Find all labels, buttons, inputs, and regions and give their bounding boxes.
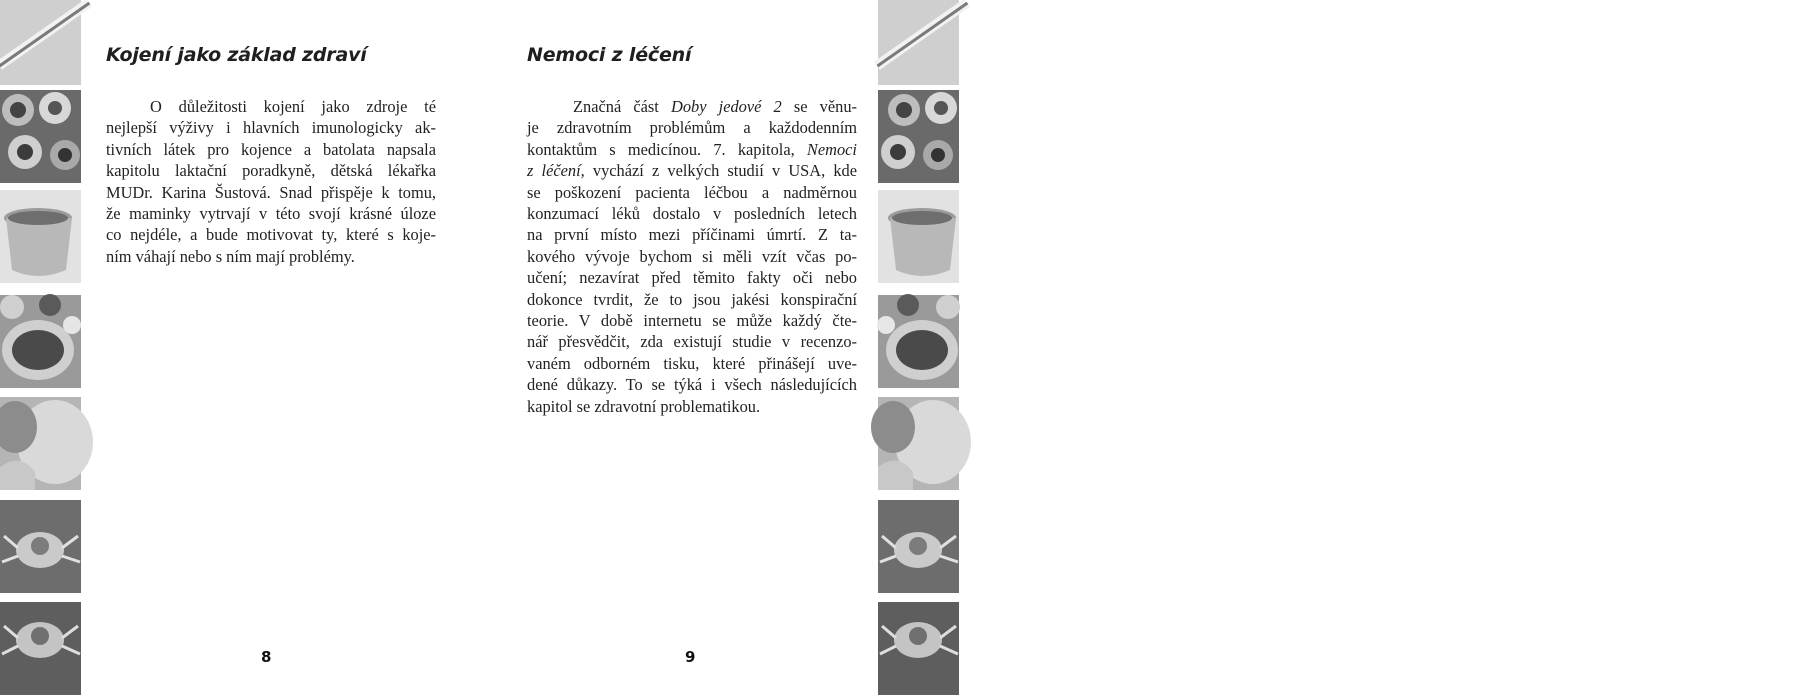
- left-page-heading: Kojení jako základ zdraví: [106, 44, 367, 66]
- text-line: [527, 139, 857, 160]
- text-line: že maminky vytrvají v této svojí krásné úloze: [106, 204, 436, 224]
- text-run: se věnu-: [781, 97, 858, 116]
- chapter-title: z léčení: [527, 161, 581, 181]
- text-line: tivních látek pro kojence a batolata napsala: [106, 139, 436, 159]
- mite-image: [878, 500, 959, 593]
- corner-page-number: 9: [1802, 657, 1811, 676]
- book-title: Doby jedové 2: [671, 97, 782, 116]
- left-image-strip: [0, 0, 81, 684]
- text-line: učení; nezavírat před těmito fakty oči nebo: [527, 268, 857, 288]
- chapter-title: Nemoci: [806, 139, 857, 159]
- text-line: nář přesvědčit, zda existují studie v recenzo-: [527, 332, 857, 352]
- text-line: teorie. V době internetu se může každý čte-: [527, 311, 857, 331]
- text-line: O důležitosti kojení jako zdroje té: [150, 97, 436, 116]
- syringe-image: [0, 0, 81, 85]
- left-page-paragraph: [106, 96, 436, 267]
- text-line: konzumací léků dostalo v posledních letech: [527, 204, 857, 224]
- text-line: MUDr. Karina Šustová. Snad přispěje k tomu,: [106, 182, 436, 202]
- text-line: kového vývoje bychom si měli vzít včas po-: [527, 246, 857, 266]
- text-run: kontaktům s medicínou. 7. kapitola,: [527, 139, 807, 159]
- text-line: je zdravotním problémům a každodenním: [527, 118, 857, 138]
- tea-cup-image: [0, 190, 81, 283]
- text-line: kapitolu laktační poradkyně, dětská lékařka: [106, 161, 436, 181]
- mite-image-2: [0, 602, 81, 695]
- text-line: na první místo mezi příčinami úmrtí. Z ta-: [527, 225, 857, 245]
- text-line: nejlepší výživy i hlavních imunologicky ak-: [106, 118, 436, 138]
- text-run: Značná část: [573, 97, 671, 116]
- right-page-heading: Nemoci z léčení: [527, 44, 692, 66]
- soda-cans-image: [0, 90, 81, 183]
- text-line: ním váhají nebo s ním mají problémy.: [106, 246, 355, 266]
- text-line: vaném odborném tisku, které přinášejí uve-: [527, 353, 857, 373]
- text-line: co nejdéle, a bude motivovat ty, které s koje-: [106, 225, 436, 245]
- text-line: [527, 160, 857, 181]
- pills-image: [878, 295, 959, 388]
- soda-cans-image: [878, 90, 959, 183]
- baby-nursing-image: [878, 397, 959, 490]
- baby-nursing-image: [0, 397, 81, 490]
- right-image-strip: [878, 0, 1811, 684]
- text-line: se poškození pacienta léčbou a nadměrnou: [527, 182, 857, 202]
- syringe-image: [878, 0, 959, 85]
- pills-image: [0, 295, 81, 388]
- text-run: , vychází z velkých studií v USA, kde: [580, 161, 858, 181]
- left-page-number: 8: [261, 648, 272, 666]
- text-line: dené důkazy. To se týká i všech následujících: [527, 375, 857, 395]
- mite-image: [0, 500, 81, 593]
- text-line: kapitol se zdravotní problematikou.: [527, 396, 761, 416]
- tea-cup-image: [878, 190, 959, 283]
- text-line: [527, 96, 857, 117]
- right-page-paragraph: [527, 96, 857, 417]
- text-line: dokonce tvrdit, že to jsou jakési konspirační: [527, 289, 857, 309]
- right-page-number: 9: [685, 648, 696, 666]
- mite-image-2: [878, 602, 959, 695]
